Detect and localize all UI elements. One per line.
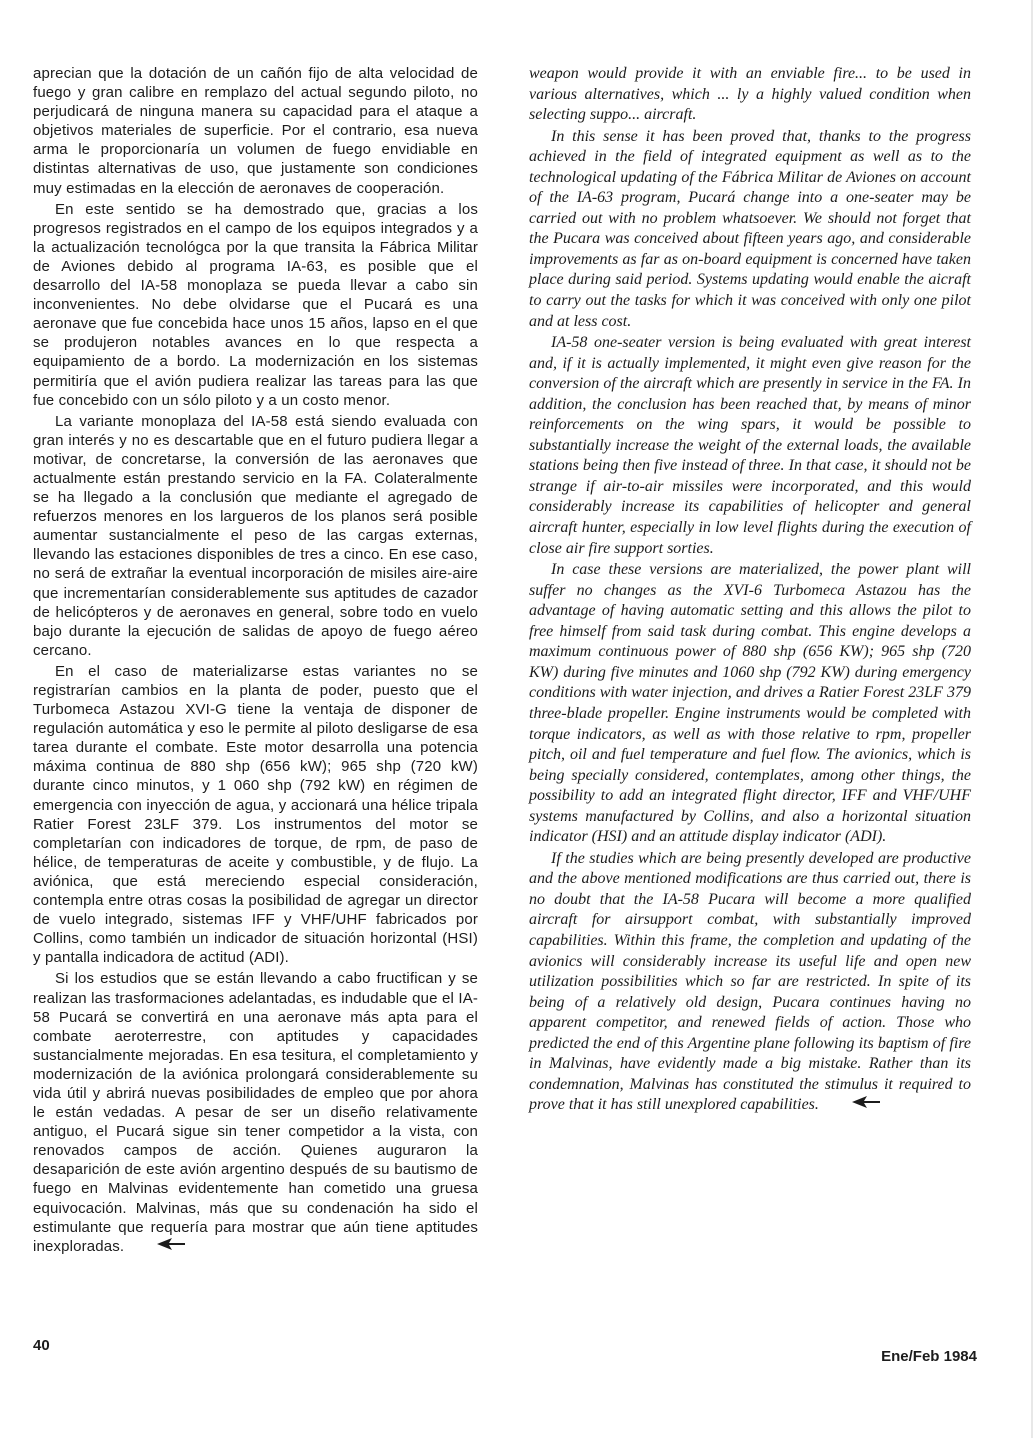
spanish-text-column <box>33 64 478 1256</box>
english-paragraph-5-text: If the studies which are being presently developed are productive and the above mentioned modifications are thus carried out, there is no doubt that the IA-58 Pucara will become a more qualified aircraft for airsupport combat, with substantially improved capabilities. Within this frame, the completion and updating of the avionics will considerably increase its useful life and open new utilization possibilities which so far are restricted. In spite of its being of a relatively old design, Pucara continues having no apparent competitor, and renewed fields of action. Those who predicted the end of this Argentine plane following its baptism of fire in Malvinas, have evidently made a big mistake. Rather than its condemnation, Malvinas has constituted the stimulus it required to prove that it has still unexplored capabilities. <box>529 849 971 1114</box>
end-of-article-arrow-icon <box>829 1095 881 1116</box>
issue-date: Ene/Feb 1984 <box>881 1348 977 1365</box>
english-text-column <box>529 64 971 1116</box>
page-number: 40 <box>33 1337 50 1354</box>
english-paragraph-5 <box>529 849 971 1116</box>
english-paragraph-3: IA-58 one-seater version is being evaluated with great interest and, if it is actually implemented, it might even give reason for the conversion of the aircraft which are presently in service in the FA. In addition, the conclusion has been reached that, by means of minor reinforcements on the wing spars, it would be possible to substantially increase the weight of the external loads, the available stations being then five instead of three. In that case, it should not be strange if air-to-air missiles were incorporated, and this would considerably increase its capabilities of helicopter and general aircraft hunter, especially in low level flights during the execution of close air fire support sorties. <box>529 334 971 557</box>
english-paragraph-2: In this sense it has been proved that, thanks to the progress achieved in the field of integrated equipment as well as to the technological updating of the Fábrica Militar de Aviones on account of the IA-63 program, Pucará change into a one-seater may be carried out with no problem whatsoever. We should not forget that the Pucara was conceived about fifteen years ago, and considerable improvements as far as on-board equipment is concerned have taken place during said period. Systems updating would enable the aicraft to carry out the tasks for which it was conceived with only one pilot and at less cost. <box>529 127 971 330</box>
spanish-paragraph-2: En este sentido se ha demostrado que, gracias a los progresos registrados en el campo de los equipos integrados y a la actualización tecnológca por la que transita la Fábrica Militar de Aviones debido al programa IA-63, es posible que el desarrollo del IA-58 monoplaza se pueda llevar a cabo sin inconvenientes. No debe olvidarse que el Pucará es una aeronave que fue concebida hace unos 15 años, lapso en el que se produjeron notables avances en lo que respecta a equipamiento de a bordo. La modernización en los sistemas permitiría que el avión pudiera realizar las tareas para las que fue concebido con un sólo piloto y a un costo menor. <box>33 200 478 409</box>
spanish-paragraph-1: aprecian que la dotación de un cañón fijo de alta velocidad de fuego y gran calibre en remplazo del actual segundo piloto, no perjudicará de ninguna manera su capacidad para el ataque a objetivos materiales de superficie. Por el contrario, esa nueva arma le proporcionaría un volumen de fuego envidiable en distintas alternativas de uso, que justamente son condiciones muy estimadas en la elección de aeronaves de cooperación. <box>33 65 478 197</box>
spanish-paragraph-5 <box>33 969 478 1256</box>
end-of-article-arrow-icon <box>134 1237 186 1256</box>
english-paragraph-1: weapon would provide it with an enviable fire... to be used in various alternatives, which ... ly a highly valued condition when selecting suppo... aircraft. <box>529 65 971 124</box>
spanish-paragraph-3: La variante monoplaza del IA-58 está siendo evaluada con gran interés y no es descartable que en el futuro pudiera llegar a motivar, de concretarse, la conversión de las aeronaves que actualmente están prestando servicio en la FA. Colateralmente se ha llegado a la conclusión que mediante el agregado de refuerzos menores en los largueros de los planos será posible aumentar sustancialmente el peso de las cargas externas, llevando las estaciones disponibles de tres a cinco. En ese caso, no será de extrañar la eventual incorporación de misiles aire-aire que incrementarían considerablemente sus aptitudes de cazador de helicópteros y de aeronaves en general, sobre todo en vuelo bajo durante la ejecución de salidas de apoyo de fuego aéreo cercano. <box>33 412 478 659</box>
spanish-paragraph-5-text: Si los estudios que se están llevando a cabo fructifican y se realizan las trasformaciones adelantadas, es indudable que el IA-58 Pucará se convertirá en una aeronave más apta para el combate aeroterrestre, con aptitudes y capacidades sustancialmente mejoradas. En esa tesitura, el completamiento y modernización de la aviónica prolongará considerablemente su vida útil y abrirá nuevas posibilidades de empleo que por ahora le están vedadas. A pesar de ser un diseño relativamente antiguo, el Pucará sigue sin tener competidor a la vista, con renovados campos de acción. Quienes auguraron la desaparición de este avión argentino después de su bautismo de fuego en Malvinas evidentemente han cometido una gruesa equivocación. Malvinas, más que su condenación ha sido el estimulante que requería para mostrar que aún tiene aptitudes inexploradas. <box>33 970 478 1255</box>
english-paragraph-4: In case these versions are materialized, the power plant will suffer no changes as the XVI-6 Turbomeca Astazou has the advantage of having automatic setting and this allows the pilot to free himself from said task during combat. This engine develops a maximum continuous power of 880 shp (656 KW); 965 shp (720 KW) during five minutes and 1060 shp (792 KW) during emergency conditions with water injection, and drives a Ratier Forest 23LF 379 three-blade propeller. Engine instruments would be completed with torque indicators, as well as with those relative to rpm, propeller pitch, oil and fuel temperature and fuel flow. The avionics, which is being specially considered, contemplates, among other things, the possibility to add an integrated flight director, IFF and VHF/UHF systems manufactured by Collins, and also a horizontal situation indicator (HSI) and an attitude display indicator (ADI). <box>529 561 971 846</box>
spanish-paragraph-4: En el caso de materializarse estas variantes no se registrarían cambios en la planta de poder, puesto que el Turbomeca Astazou XVI-G tiene la ventaja de disponer de regulación automática y eso le permite al piloto desligarse de esa tarea durante el combate. Este motor desarrolla una potencia máxima continua de 880 shp (656 kW); 965 shp (720 kW) durante cinco minutos, y 1 060 shp (792 kW) en régimen de emergencia con inyección de agua, y accionará una hélice tripala Ratier Forest 23LF 379. Los instrumentos del motor se completarían con indicadores de torque, de rpm, de paso de hélice, de temperaturas de aceite y combustible, y de flujo. La aviónica, que está mereciendo especial consideración, contempla entre otras cosas la posibilidad de agregar un director de vuelo integrado, sistemas IFF y VHF/UHF fabricados por Collins, como también un indicador de situación horizontal (HSI) y pantalla indicadora de actitud (ADI). <box>33 662 478 967</box>
